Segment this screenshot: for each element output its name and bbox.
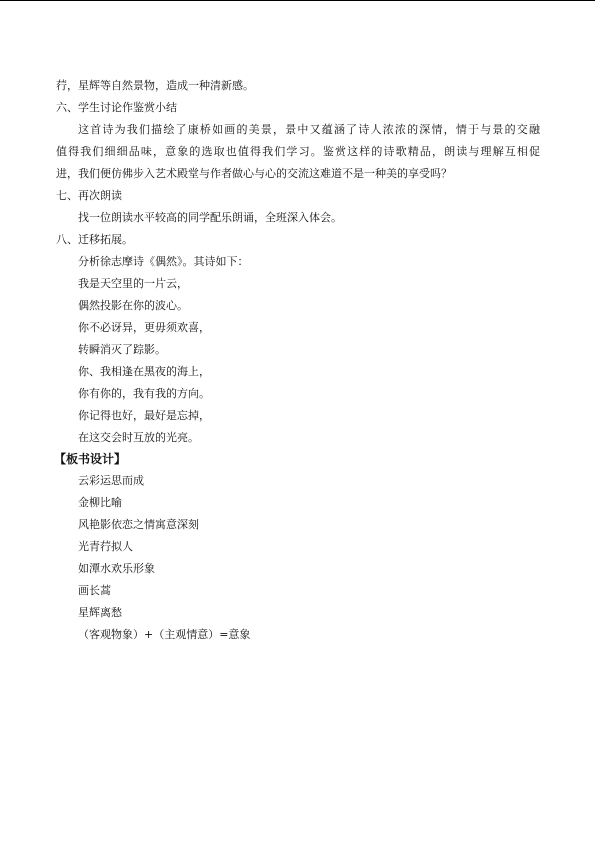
header-rule <box>0 0 595 1</box>
board-item-2: 金柳比喻 <box>78 496 122 509</box>
board-design-title: 【板书设计】 <box>54 452 127 466</box>
section-6-title: 六、学生讨论作鉴赏小结 <box>56 101 177 114</box>
board-item-8: （客观物象）+（主观情意）=意象 <box>78 628 251 641</box>
poem-line-8: 在这交会时互放的光亮。 <box>78 431 199 444</box>
section-8-intro: 分析徐志摩诗《偶然》。其诗如下： <box>78 255 249 268</box>
poem-line-7: 你记得也好，最好是忘掉， <box>78 409 210 422</box>
section-8-title: 八、迁移拓展。 <box>56 233 133 246</box>
poem-line-1: 我是天空里的一片云， <box>78 277 188 290</box>
board-item-4: 光青荇拟人 <box>78 540 133 553</box>
summary-line-2: 值得我们细细品味，意象的选取也值得我们学习。鉴赏这样的诗歌精品，朗读与理解互相促 <box>56 145 540 158</box>
section-7-text: 找一位朗读水平较高的同学配乐朗诵，全班深入体会。 <box>78 211 342 224</box>
board-item-5: 如潭水欢乐形象 <box>78 562 155 575</box>
text-line: 荇，星辉等自然景物，造成一种清新感。 <box>56 79 254 92</box>
board-item-3: 风艳影依恋之情寓意深刻 <box>78 518 199 531</box>
poem-line-3: 你不必讶异，更毋须欢喜， <box>78 321 210 334</box>
poem-line-6: 你有你的，我有我的方向。 <box>78 387 210 400</box>
poem-line-5: 你、我相逢在黑夜的海上， <box>78 365 210 378</box>
section-7-title: 七、再次朗读 <box>56 189 122 202</box>
summary-line-3: 进，我们便仿佛步入艺术殿堂与作者做心与心的交流这难道不是一种美的享受吗？ <box>56 167 452 180</box>
board-item-6: 画长蒿 <box>78 584 111 597</box>
poem-line-4: 转瞬消灭了踪影。 <box>78 343 166 356</box>
summary-line-1: 这首诗为我们描绘了康桥如画的美景，景中又蕴涵了诗人浓浓的深情，情于与景的交融 <box>78 123 540 136</box>
board-item-7: 星辉离愁 <box>78 606 122 619</box>
board-item-1: 云彩运思而成 <box>78 474 144 487</box>
poem-line-2: 偶然投影在你的波心。 <box>78 299 188 312</box>
